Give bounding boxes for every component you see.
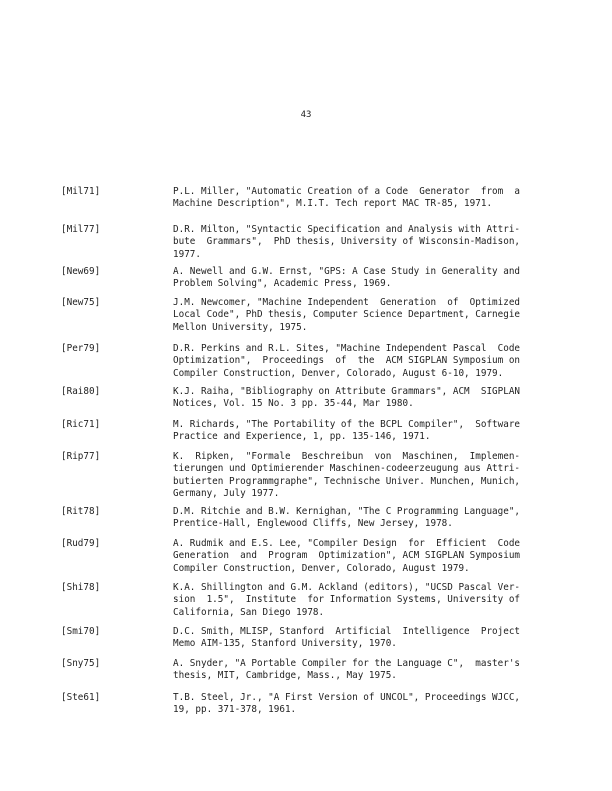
reference-text [173, 692, 559, 717]
reference-text [173, 658, 559, 683]
reference-text [173, 626, 559, 651]
reference-key: [Rip77] [61, 451, 101, 462]
reference-line: D.M. Ritchie and B.W. Kernighan, "The C Programming Language", [173, 506, 521, 517]
reference-line: Problem Solving", Academic Press, 1969. [173, 278, 392, 290]
reference-line: butierten Programmgraphe", Technische Univer. Munchen, Munich, [173, 475, 521, 487]
reference-line: Local Code", PhD thesis, Computer Science Department, Carnegie [173, 309, 521, 321]
reference-text [173, 451, 559, 501]
page-number: 43 [300, 110, 312, 120]
reference-line: A. Newell and G.W. Ernst, "GPS: A Case Study in Generality and [173, 266, 521, 277]
reference-key: [New75] [61, 297, 101, 308]
reference-key: [Per79] [61, 343, 101, 354]
reference-text [173, 224, 559, 261]
reference-text [173, 343, 559, 380]
reference-line: P.L. Miller, "Automatic Creation of a Code Generator from a [173, 186, 521, 197]
reference-key: [New69] [61, 266, 101, 277]
reference-line: Generation and Program Optimization", ACM SIGPLAN Symposium [173, 550, 521, 562]
reference-key: [Shi78] [61, 582, 101, 593]
reference-line: T.B. Steel, Jr., "A First Version of UNCOL", Proceedings WJCC, [173, 692, 521, 703]
reference-line: thesis, MIT, Cambridge, Mass., May 1975. [173, 670, 397, 682]
reference-line: Mellon University, 1975. [173, 321, 308, 333]
reference-line: Germany, July 1977. [173, 488, 280, 500]
reference-line: 1977. [173, 248, 201, 260]
reference-line: Notices, Vol. 15 No. 3 pp. 35-44, Mar 1980. [173, 398, 414, 410]
reference-text [173, 419, 559, 444]
reference-text [173, 506, 559, 531]
reference-key: [Ric71] [61, 419, 101, 430]
reference-key: [Rit78] [61, 506, 101, 517]
reference-text [173, 266, 559, 291]
reference-line: bute Grammars", PhD thesis, University of Wisconsin-Madison, [173, 236, 521, 248]
reference-line: A. Rudmik and E.S. Lee, "Compiler Design for Efficient Code [173, 538, 521, 549]
reference-key: [Rud79] [61, 538, 101, 549]
reference-line: 19, pp. 371-378, 1961. [173, 704, 297, 716]
reference-key: [Smi70] [61, 626, 101, 637]
reference-key: [Mil71] [61, 186, 101, 197]
reference-text [173, 538, 559, 575]
reference-line: K.A. Shillington and G.M. Ackland (editors), "UCSD Pascal Ver- [173, 582, 521, 593]
reference-line: Prentice-Hall, Englewood Cliffs, New Jersey, 1978. [173, 518, 453, 530]
reference-line: Memo AIM-135, Stanford University, 1970. [173, 638, 397, 650]
reference-line: Compiler Construction, Denver, Colorado, August 1979. [173, 562, 470, 574]
reference-line: D.C. Smith, MLISP, Stanford Artificial Intelligence Project [173, 626, 521, 637]
reference-text [173, 386, 559, 411]
reference-text [173, 582, 559, 619]
reference-key: [Mil77] [61, 224, 101, 235]
reference-line: M. Richards, "The Portability of the BCPL Compiler", Software [173, 419, 521, 430]
reference-line: Practice and Experience, 1, pp. 135-146, 1971. [173, 431, 431, 443]
reference-line: K.J. Raiha, "Bibliography on Attribute Grammars", ACM SIGPLAN [173, 386, 521, 397]
reference-line: J.M. Newcomer, "Machine Independent Generation of Optimized [173, 297, 521, 308]
reference-key: [Ste61] [61, 692, 101, 703]
reference-key: [Sny75] [61, 658, 101, 669]
reference-text [173, 297, 559, 334]
reference-line: California, San Diego 1978. [173, 606, 325, 618]
reference-line: D.R. Perkins and R.L. Sites, "Machine Independent Pascal Code [173, 343, 521, 354]
reference-text [173, 186, 559, 211]
reference-line: Optimization", Proceedings of the ACM SIGPLAN Symposium on [173, 355, 521, 367]
reference-line: K. Ripken, "Formale Beschreibun von Maschinen, Implemen- [173, 451, 521, 462]
reference-line: Compiler Construction, Denver, Colorado, August 6-10, 1979. [173, 367, 504, 379]
reference-line: sion 1.5", Institute for Information Systems, University of [173, 594, 521, 606]
reference-key: [Rai80] [61, 386, 101, 397]
reference-line: A. Snyder, "A Portable Compiler for the Language C", master's [173, 658, 521, 669]
reference-line: D.R. Milton, "Syntactic Specification and Analysis with Attri- [173, 224, 521, 235]
reference-line: tierungen und Optimierender Maschinen-codeerzeugung aus Attri- [173, 463, 521, 475]
reference-line: Machine Description", M.I.T. Tech report MAC TR-85, 1971. [173, 198, 493, 210]
